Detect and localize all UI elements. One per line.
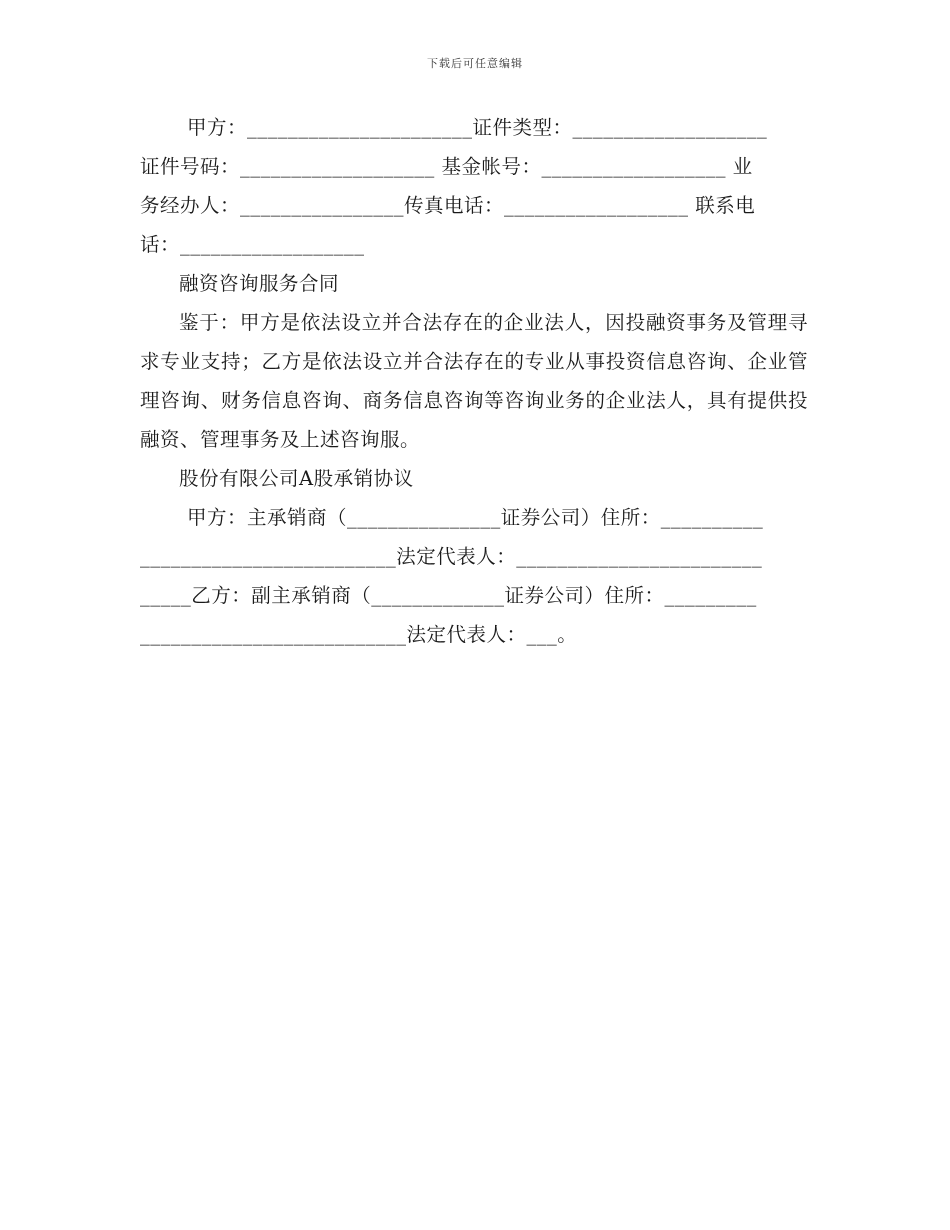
header-note: 下载后可任意编辑: [427, 57, 523, 70]
whereas-paragraph: 鉴于：甲方是依法设立并合法存在的企业法人，因投融资事务及管理寻求专业支持；乙方是依法设立并合法存在的专业从事投资信息咨询、企业管理咨询、财务信息咨询、商务信息咨询等咨询业务的企业法人，具有提供投融资、管理事务及上述咨询服。: [140, 311, 808, 451]
lead-underwriter-line: 甲方：主承销商（_______________证券公司）住所：__________: [187, 506, 764, 529]
contact-phone-line: 话：__________________: [140, 233, 365, 256]
document-body: [140, 108, 808, 654]
id-fund-account-line: 证件号码：___________________ 基金帐号：__________________ 业: [140, 155, 753, 178]
co-underwriter-line: _____乙方：副主承销商（_____________证券公司）住所：_________: [140, 584, 757, 607]
financing-contract-title: 融资咨询服务合同: [179, 272, 340, 295]
legal-rep-line-1: _________________________法定代表人：________________________: [140, 545, 763, 568]
agent-fax-line: 务经办人：________________传真电话：__________________ 联系电: [140, 194, 756, 217]
party-info-form: [140, 108, 808, 264]
legal-rep-line-2: __________________________法定代表人：___。: [140, 623, 578, 646]
underwriting-parties-block: [140, 498, 808, 654]
underwriting-agreement-title: 股份有限公司A股承销协议: [179, 467, 414, 490]
party-a-id-line: 甲方：______________________证件类型：___________________: [187, 116, 768, 139]
